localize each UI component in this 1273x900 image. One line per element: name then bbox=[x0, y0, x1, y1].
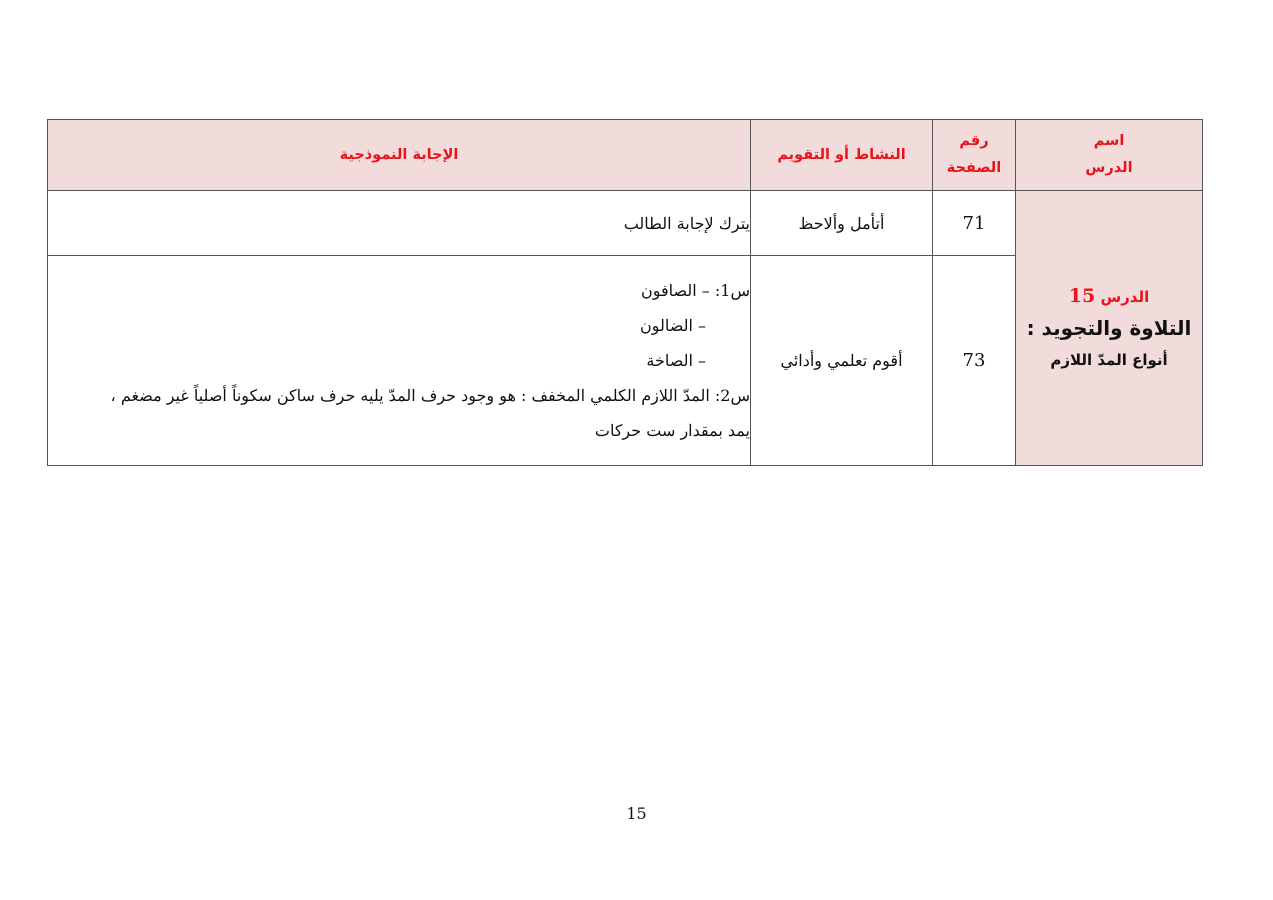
header-page-number-line2: الصفحة bbox=[946, 160, 1002, 176]
table-header-row bbox=[48, 120, 1203, 191]
lesson-number-value: 15 bbox=[1068, 284, 1096, 307]
activity-cell: أقوم تعلمي وأدائي bbox=[751, 256, 933, 466]
answer-line: يترك لإجابة الطالب bbox=[623, 213, 750, 233]
lesson-title: التلاوة والتجويد : bbox=[1026, 315, 1192, 340]
lesson-number bbox=[1016, 281, 1202, 312]
page-number-cell: 73 bbox=[933, 256, 1016, 466]
answer-line-q1-item2: – الضالون bbox=[639, 316, 706, 335]
page-number-footer: 15 bbox=[626, 804, 647, 823]
answer-cell bbox=[48, 191, 751, 256]
header-lesson-name-line1: اسم bbox=[1093, 133, 1125, 149]
header-lesson-name-line2: الدرس bbox=[1085, 160, 1133, 176]
answer-cell bbox=[48, 256, 751, 466]
page-number-cell: 71 bbox=[933, 191, 1016, 256]
lesson-label: الدرس bbox=[1100, 287, 1150, 306]
header-activity: النشاط أو التقويم bbox=[751, 120, 933, 191]
header-page-number bbox=[933, 120, 1016, 191]
lesson-cell bbox=[1016, 191, 1203, 466]
answer-line-q1: س1: – الصافون bbox=[640, 281, 750, 300]
answer-line-q1-item3: – الصاخة bbox=[646, 351, 706, 370]
lesson-answers-table bbox=[47, 119, 1203, 466]
header-lesson-name bbox=[1016, 120, 1203, 191]
lesson-subtitle: أنواع المدّ اللازم bbox=[1050, 350, 1168, 369]
header-page-number-line1: رقم bbox=[959, 133, 989, 149]
answer-line-q2-cont: يمد بمقدار ست حركات bbox=[594, 421, 750, 440]
activity-cell: أتأمل وألاحظ bbox=[751, 191, 933, 256]
table-row bbox=[48, 191, 1203, 256]
header-model-answer: الإجابة النموذجية bbox=[48, 120, 751, 191]
answer-line-q2: س2: المدّ اللازم الكلمي المخفف : هو وجود حرف المدّ يليه حرف ساكن سكوناً أصلياً غير مضغم ، bbox=[110, 386, 750, 405]
